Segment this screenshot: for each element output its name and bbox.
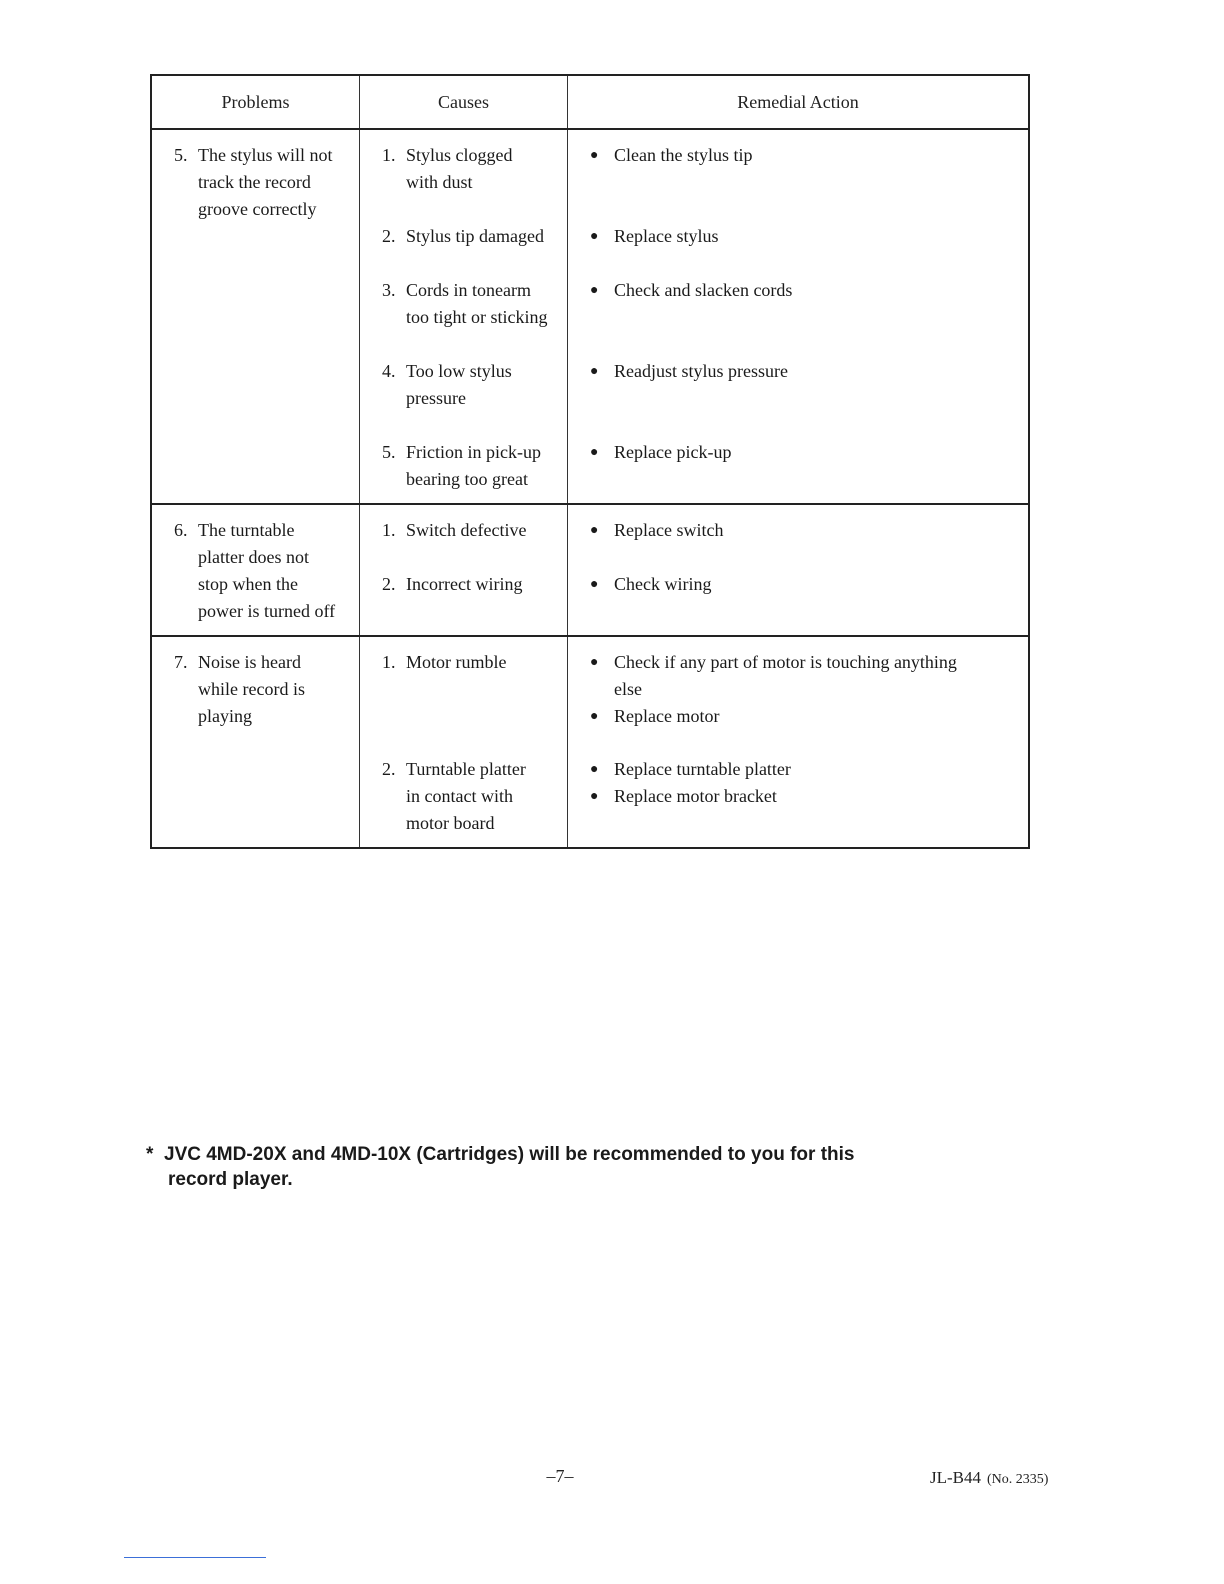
actions-cell [568,637,1028,847]
actions-cell [568,505,1028,635]
footnote-text-1: JVC 4MD-20X and 4MD-10X (Cartridges) will be recommended to you for this [164,1144,855,1165]
problem-text: The stylus will not track the record groove correctly [198,145,333,219]
action-text: Clean the stylus tip [614,145,753,165]
bullet-icon: ● [590,364,599,379]
document-reference [930,1468,1048,1488]
bullet-icon: ● [590,283,599,298]
cause-number: 3. [382,280,396,300]
action-item [568,142,1028,223]
action-item [568,756,1028,783]
action-text: Replace motor bracket [614,786,777,806]
model-number: JL-B44 [930,1468,981,1487]
action-item [568,517,1028,571]
cause-text: Incorrect wiring [406,574,523,594]
cause-text: Turntable platter in contact with motor board [406,759,526,833]
cause-item [360,223,567,277]
cause-number: 2. [382,226,396,246]
table-header-row [152,76,1028,130]
cause-number: 4. [382,361,396,381]
action-item [568,703,1028,730]
action-text: Check wiring [614,574,712,594]
cause-number: 2. [382,574,396,594]
cause-item [360,517,567,571]
action-item [568,277,1028,358]
cause-item [360,277,567,358]
cause-text: Cords in tonearm too tight or sticking [406,280,548,327]
cause-text: Friction in pick-up bearing too great [406,442,541,489]
bullet-icon: ● [590,762,599,777]
cause-text: Motor rumble [406,652,507,672]
bullet-icon: ● [590,445,599,460]
cause-text: Switch defective [406,520,527,540]
action-text: Replace stylus [614,226,719,246]
cause-number: 1. [382,520,396,540]
cause-item [360,756,567,837]
causes-cell [360,130,568,503]
action-item [568,571,1028,625]
problem-text: Noise is heard while record is playing [198,652,305,726]
table-row-problem-7 [152,637,1028,847]
cartridge-footnote [146,1142,1046,1192]
action-item [568,649,1028,703]
troubleshooting-table [150,74,1030,849]
cause-number: 5. [382,442,396,462]
action-text: Replace motor [614,706,720,726]
bullet-icon: ● [590,655,599,670]
cause-text: Stylus clogged with dust [406,145,513,192]
header-causes: Causes [360,76,568,128]
problem-cell [152,505,360,635]
bullet-icon: ● [590,577,599,592]
problem-text: The turntable platter does not stop when the power is turned off [198,520,336,621]
causes-cell [360,637,568,847]
problem-cell [152,637,360,847]
causes-cell [360,505,568,635]
cause-item [360,142,567,223]
action-group [568,756,1028,837]
cause-number: 1. [382,145,396,165]
cause-text: Stylus tip damaged [406,226,544,246]
bullet-icon: ● [590,229,599,244]
bullet-icon: ● [590,709,599,724]
cause-number: 1. [382,652,396,672]
actions-cell [568,130,1028,503]
footnote-line-2: record player. [168,1169,293,1190]
bullet-icon: ● [590,789,599,804]
action-item [568,358,1028,439]
action-text: Replace switch [614,520,724,540]
bullet-icon: ● [590,523,599,538]
problem-number: 7. [174,652,188,672]
action-text: Check and slacken cords [614,280,793,300]
bullet-icon: ● [590,148,599,163]
document-number: (No. 2335) [987,1472,1049,1487]
page-number: –7– [546,1466,574,1486]
action-text: Replace pick-up [614,442,732,462]
action-text: Readjust stylus pressure [614,361,788,381]
cause-number: 2. [382,759,396,779]
problem-number: 6. [174,520,188,540]
cause-item [360,439,567,493]
action-group [568,649,1028,756]
cause-item [360,571,567,625]
table-row-problem-6 [152,505,1028,637]
action-text: Check if any part of motor is touching anything else [614,652,957,699]
table-row-problem-5 [152,130,1028,505]
problem-cell [152,130,360,503]
asterisk: * [146,1144,154,1165]
action-item [568,439,1028,493]
cause-text: Too low stylus pressure [406,361,512,408]
problem-number: 5. [174,145,188,165]
action-item [568,223,1028,277]
action-text: Replace turntable platter [614,759,791,779]
footnote-line-1 [146,1142,1046,1167]
header-remedial-action: Remedial Action [737,91,859,112]
action-item [568,783,1028,810]
cause-item [360,358,567,439]
header-problems: Problems [152,76,360,128]
divider-line [124,1557,266,1558]
cause-item [360,649,567,756]
